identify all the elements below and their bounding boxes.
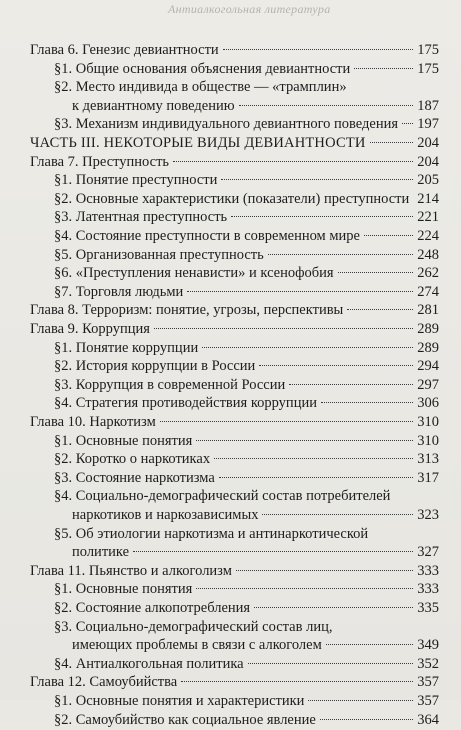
- toc-entry-title: Глава 12. Самоубийства: [30, 674, 178, 691]
- page-number: 317: [417, 469, 439, 486]
- toc-section: [0, 114, 461, 133]
- page-number: 175: [417, 42, 439, 58]
- toc-entry-title: §2. Место индивида в обществе — «трамплин»: [54, 79, 347, 96]
- page-number: 289: [417, 339, 439, 356]
- toc-section: [0, 691, 461, 710]
- page-number: 357: [417, 693, 439, 709]
- toc-entry-title: к девиантному поведению: [72, 97, 235, 114]
- dot-leader: [239, 104, 414, 106]
- toc-section: [0, 598, 461, 617]
- page-number: 306: [417, 395, 439, 412]
- toc-section: [0, 393, 461, 412]
- dot-leader: [262, 513, 413, 515]
- toc-section: [0, 170, 461, 189]
- toc-entry-title: ЧАСТЬ III. НЕКОТОРЫЕ ВИДЫ ДЕВИАНТНОСТИ: [30, 135, 366, 151]
- toc-entry-title: §3. Состояние наркотизма: [54, 469, 215, 486]
- page-number: 214: [417, 190, 440, 207]
- dot-leader: [154, 327, 413, 329]
- page-number: 281: [417, 302, 439, 319]
- page-number: 313: [417, 451, 439, 468]
- dot-leader: [338, 271, 414, 273]
- bleed-through-header: Антиалкогольная литература: [168, 2, 331, 16]
- page-number: 335: [417, 600, 439, 616]
- dot-leader: [160, 420, 414, 422]
- page-number: 248: [417, 246, 439, 263]
- toc-entry-title: §1. Общие основания объяснения девиантности: [54, 60, 351, 77]
- toc-entry-title: §6. «Преступления ненависти» и ксенофобия: [54, 265, 334, 282]
- dot-leader: [231, 215, 413, 217]
- toc-entry-title: §2. История коррупции в России: [54, 358, 256, 375]
- page-number: 297: [417, 376, 439, 393]
- dot-leader: [259, 364, 413, 366]
- page-number: 352: [417, 655, 439, 672]
- toc-entry-title: §2. Состояние алкопотребления: [54, 600, 251, 616]
- toc-chapter: [0, 319, 461, 338]
- toc-entry-title: §1. Понятие преступности: [54, 172, 218, 189]
- toc-section: [0, 654, 461, 673]
- toc-section: [0, 226, 461, 245]
- toc-section: [0, 338, 461, 357]
- page-number: 333: [417, 562, 439, 579]
- dot-leader: [326, 643, 414, 645]
- dot-leader: [223, 48, 414, 50]
- page-number: 204: [417, 153, 439, 170]
- toc-entry-title: наркотиков и наркозависимых: [72, 506, 259, 523]
- toc-section: [0, 375, 461, 394]
- toc-entry-title: §4. Состояние преступности в современном мире: [54, 228, 360, 244]
- dot-leader: [320, 718, 413, 720]
- dot-leader: [196, 587, 413, 589]
- page-number: 221: [417, 209, 439, 226]
- dot-leader: [219, 476, 413, 478]
- toc-chapter: [0, 672, 461, 691]
- toc-section: [0, 59, 461, 78]
- dot-leader: [321, 401, 413, 403]
- page-number: 294: [417, 358, 439, 375]
- toc-section: [0, 282, 461, 301]
- dot-leader: [196, 439, 413, 441]
- toc-part: [0, 133, 461, 152]
- toc-section: [0, 77, 461, 114]
- toc-section: [0, 579, 461, 598]
- toc-entry-title: §3. Коррупция в современной России: [54, 376, 286, 393]
- dot-leader: [354, 67, 413, 69]
- toc-section: [0, 356, 461, 375]
- dot-leader: [248, 662, 414, 664]
- toc-entry-title: Глава 9. Коррупция: [30, 321, 150, 337]
- dot-leader: [347, 308, 413, 310]
- toc-chapter: [0, 300, 461, 319]
- toc-entry-title: §7. Торговля людьми: [54, 283, 184, 300]
- toc-entry-title: Глава 10. Наркотизм: [30, 414, 156, 430]
- toc-section: [0, 449, 461, 468]
- page-number: 262: [417, 265, 439, 282]
- toc-section: [0, 431, 461, 450]
- toc-chapter: [0, 412, 461, 431]
- toc-section: [0, 189, 461, 208]
- toc-entry-title: §2. Самоубийство как социальное явление: [54, 711, 316, 728]
- dot-leader: [187, 290, 413, 292]
- page-number: 289: [417, 321, 439, 337]
- toc-entry-title: политике: [72, 544, 130, 561]
- toc-entry-title: §5. Организованная преступность: [54, 246, 264, 263]
- dot-leader: [254, 606, 413, 608]
- toc-entry-title: §2. Основные характеристики (показатели) преступности: [54, 190, 410, 207]
- dot-leader: [308, 699, 413, 701]
- page-number: 204: [417, 135, 439, 151]
- toc-chapter: [0, 561, 461, 580]
- page-number: 349: [417, 637, 439, 654]
- page-number: 205: [417, 172, 439, 189]
- toc-entry-title: §5. Об этиологии наркотизма и антинаркотической: [54, 525, 369, 542]
- dot-leader: [364, 234, 413, 236]
- toc-entry-title: §1. Основные понятия и характеристики: [54, 693, 305, 709]
- toc-section: [0, 245, 461, 264]
- page-number: 327: [417, 544, 439, 561]
- toc-chapter: [0, 40, 461, 59]
- toc-section: [0, 207, 461, 226]
- dot-leader: [236, 569, 413, 571]
- toc-entry-title: имеющих проблемы в связи с алкоголем: [72, 637, 322, 654]
- page-number: 364: [417, 711, 439, 728]
- dot-leader: [289, 383, 413, 385]
- toc-section: [0, 524, 461, 561]
- dot-leader: [202, 346, 413, 348]
- toc-entry-title: §4. Антиалкогольная политика: [54, 655, 244, 672]
- page-number: 323: [417, 506, 439, 523]
- page-number: 310: [417, 432, 439, 449]
- toc-entry-title: §4. Социально-демографический состав потребителей: [54, 488, 391, 505]
- dot-leader: [181, 680, 413, 682]
- toc-section: [0, 617, 461, 654]
- dot-leader: [268, 253, 413, 255]
- page-number: 224: [417, 228, 439, 244]
- dot-leader: [370, 141, 414, 143]
- toc-section: [0, 710, 461, 729]
- dot-leader: [402, 122, 413, 124]
- toc-section: [0, 468, 461, 487]
- toc-entry-title: §3. Механизм индивидуального девиантного поведения: [54, 116, 399, 133]
- toc-section: [0, 263, 461, 282]
- toc-entry-title: Глава 6. Генезис девиантности: [30, 42, 219, 58]
- page-number: 187: [417, 97, 439, 114]
- dot-leader: [173, 160, 413, 162]
- toc-entry-title: §2. Коротко о наркотиках: [54, 451, 211, 468]
- dot-leader: [133, 550, 413, 552]
- toc-entry-title: Глава 8. Терроризм: понятие, угрозы, перспективы: [30, 302, 344, 319]
- toc-entry-title: §3. Социально-демографический состав лиц,: [54, 618, 333, 635]
- toc-entry-title: §3. Латентная преступность: [54, 209, 228, 226]
- toc-entry-title: §1. Основные понятия: [54, 432, 193, 449]
- page-number: 310: [417, 414, 439, 430]
- toc-entry-title: §4. Стратегия противодействия коррупции: [54, 395, 317, 412]
- page-number: 333: [417, 581, 439, 598]
- dot-leader: [214, 457, 413, 459]
- toc-entry-title: §1. Понятие коррупции: [54, 339, 199, 356]
- page-number: 274: [417, 283, 439, 300]
- toc-chapter: [0, 152, 461, 171]
- toc-entry-title: §1. Основные понятия: [54, 581, 193, 598]
- toc-section: [0, 486, 461, 523]
- page-number: 357: [417, 674, 439, 691]
- dot-leader: [221, 178, 413, 180]
- toc-entry-title: Глава 11. Пьянство и алкоголизм: [30, 562, 232, 579]
- page-number: 197: [417, 116, 439, 133]
- page-number: 175: [417, 60, 439, 77]
- toc-entry-title: Глава 7. Преступность: [30, 153, 170, 170]
